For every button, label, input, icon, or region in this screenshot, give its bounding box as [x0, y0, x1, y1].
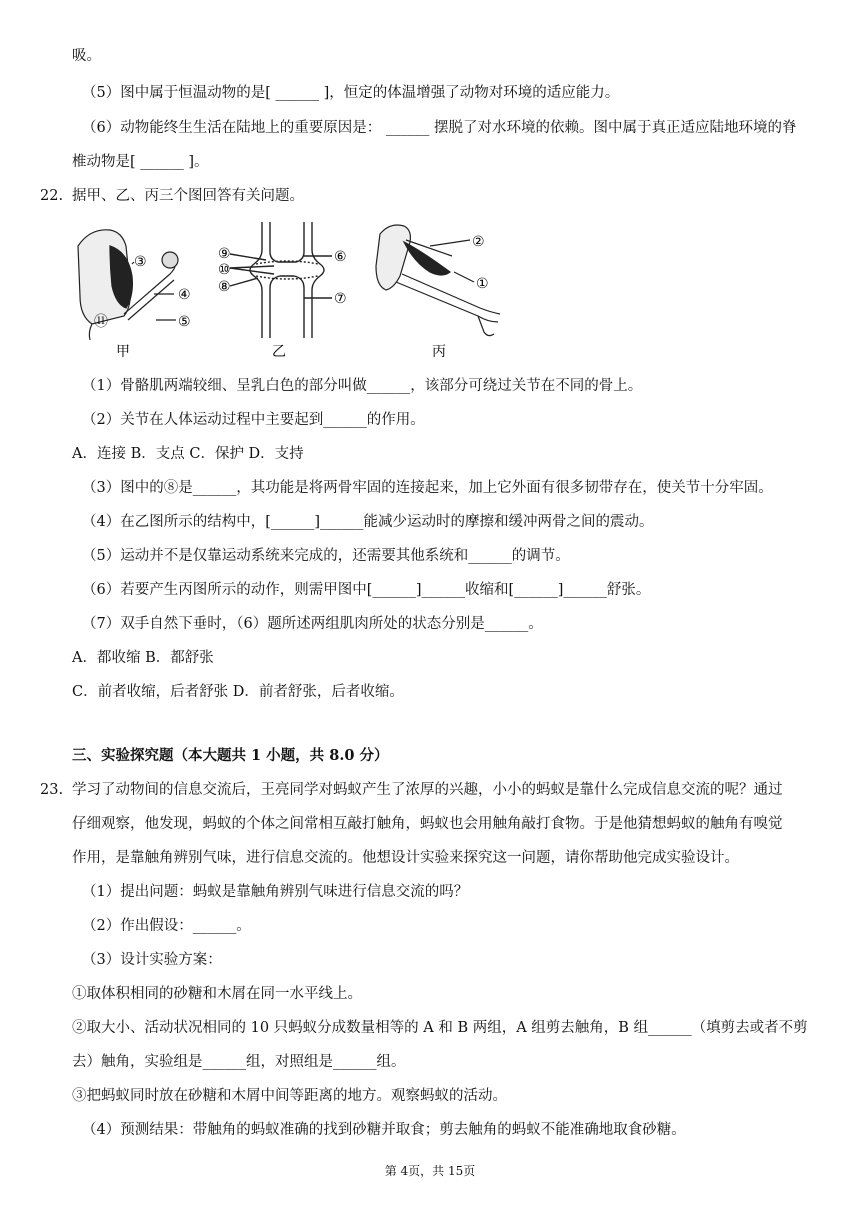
label-8: ⑧ — [218, 279, 231, 295]
section-heading: 三、实验探究题（本大题共 1 小题，共 8.0 分） — [72, 747, 389, 764]
question-number: 22. — [40, 188, 64, 204]
text-line: 吸。 — [72, 48, 101, 64]
text-line: （7）双手自然下垂时，（6）题所述两组肌肉所处的状态分别是______。 — [82, 616, 543, 632]
figure-jia — [78, 230, 178, 340]
text-line: （2）关节在人体运动过程中主要起到______的作用。 — [82, 412, 425, 428]
options-line: A．都收缩 B．都舒张 — [72, 650, 214, 666]
text-line: （6）动物能终生生活在陆地上的重要原因是： ______ 摆脱了对水环境的依赖。图中属于真正适应陆地环境的脊 — [82, 120, 797, 136]
caption-jia: 甲 — [116, 344, 130, 360]
anatomy-figure-svg — [70, 216, 510, 366]
text-line: （6）若要产生丙图所示的动作，则需甲图中[______]______收缩和[______]______舒张。 — [82, 582, 651, 598]
label-3: ③ — [134, 254, 147, 270]
text-line: 仔细观察，他发现，蚂蚁的个体之间常相互敲打触角，蚂蚁也会用触角敲打食物。于是他猜想蚂蚁的触角有嗅觉 — [72, 816, 783, 832]
text-line: ②取大小、活动状况相同的 10 只蚂蚁分成数量相等的 A 和 B 两组，A 组剪去触角，B 组______（填剪去或者不剪 — [72, 1020, 808, 1036]
label-6: ⑥ — [334, 249, 347, 265]
label-10: ⑩ — [218, 262, 231, 278]
anatomy-figure — [70, 216, 510, 366]
text-line: ③把蚂蚁同时放在砂糖和木屑中间等距离的地方。观察蚂蚁的活动。 — [72, 1088, 507, 1104]
question-stem: 据甲、乙、丙三个图回答有关问题。 — [72, 188, 304, 204]
text-line: 椎动物是[ ______ ]。 — [72, 154, 209, 170]
text-line: （1）骨骼肌两端较细、呈乳白色的部分叫做______，该部分可绕过关节在不同的骨上。 — [82, 378, 643, 394]
label-11: ⑪ — [94, 314, 108, 330]
page-footer: 第 4页，共 15页 — [384, 1164, 476, 1178]
text-line: （2）作出假设：______。 — [82, 918, 251, 934]
options-line: A．连接 B．支点 C．保护 D．支持 — [72, 446, 304, 462]
label-5: ⑤ — [178, 314, 191, 330]
question-stem: 学习了动物间的信息交流后，王亮同学对蚂蚁产生了浓厚的兴趣，小小的蚂蚁是靠什么完成信息交流的呢？通过 — [72, 782, 783, 798]
label-1: ① — [476, 276, 489, 292]
options-line: C．前者收缩，后者舒张 D．前者舒张，后者收缩。 — [72, 684, 404, 700]
text-line: （5）图中属于恒温动物的是[ ______ ]，恒定的体温增强了动物对环境的适应能力。 — [82, 85, 620, 101]
label-9: ⑨ — [218, 246, 231, 262]
caption-bing: 丙 — [432, 344, 446, 360]
text-line: （3）设计实验方案： — [82, 952, 222, 968]
text-line: （3）图中的⑧是______，其功能是将两骨牢固的连接起来，加上它外面有很多韧带存在，使关节十分牢固。 — [82, 480, 773, 496]
text-line: （1）提出问题：蚂蚁是靠触角辨别气味进行信息交流的吗？ — [82, 884, 469, 900]
label-2: ② — [472, 234, 485, 250]
question-number: 23. — [40, 782, 64, 798]
label-7: ⑦ — [334, 291, 347, 307]
label-4: ④ — [178, 287, 191, 303]
text-line: （4）预测结果：带触角的蚂蚁准确的找到砂糖并取食；剪去触角的蚂蚁不能准确地取食砂糖。 — [82, 1122, 686, 1138]
text-line: （4）在乙图所示的结构中，[______]______能减少运动时的摩擦和缓冲两骨之间的震动。 — [82, 514, 654, 530]
text-line: ①取体积相同的砂糖和木屑在同一水平线上。 — [72, 986, 362, 1002]
text-line: （5）运动并不是仅靠运动系统来完成的，还需要其他系统和______的调节。 — [82, 548, 570, 564]
text-line: 去）触角，实验组是______组，对照组是______组。 — [72, 1054, 406, 1070]
figure-yi — [230, 222, 332, 338]
text-line: 作用，是靠触角辨别气味，进行信息交流的。他想设计实验来探究这一问题，请你帮助他完成实验设计。 — [72, 850, 739, 866]
caption-yi: 乙 — [272, 344, 286, 360]
